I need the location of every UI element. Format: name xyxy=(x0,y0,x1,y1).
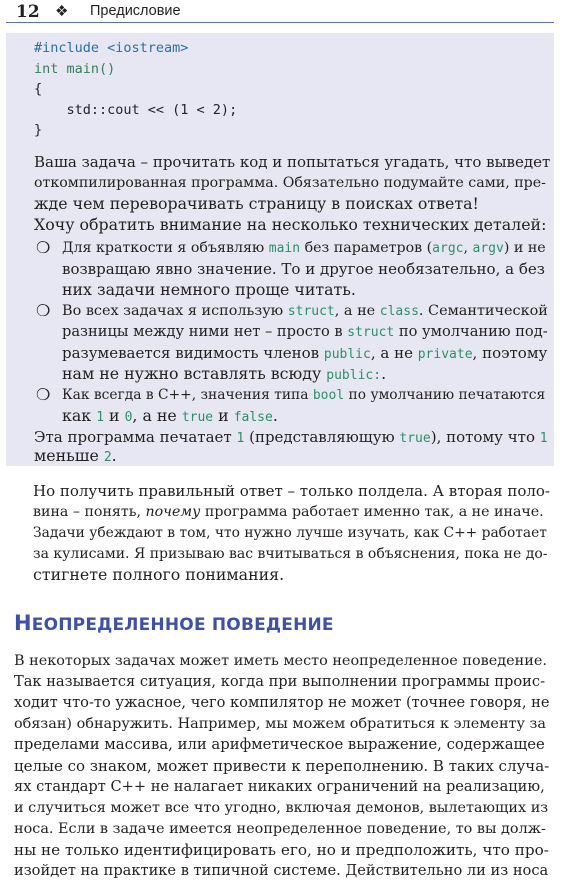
code-block xyxy=(34,38,237,141)
body-line: изойдет на практике в типичной системе. Действительно ли из носа xyxy=(14,862,549,879)
body-line: за кулисами. Я призываю вас вчитываться в объяснения, пока не до- xyxy=(33,546,548,562)
code-line: } xyxy=(34,122,43,138)
page-header xyxy=(6,0,554,23)
bullet-line: разницы между ними нет – просто в struct по умолчанию под- xyxy=(62,323,548,340)
task-line: Хочу обратить внимание на несколько технических деталей: xyxy=(34,215,547,234)
body-line: обязан) обнаружить. Например, мы можем обратиться к элементу за xyxy=(14,716,546,732)
code-line: #include <iostream> xyxy=(34,40,189,56)
puzzle-box xyxy=(6,33,554,466)
bullet-line: возвращаю явно значение. То и другое необязательно, а без xyxy=(62,260,545,278)
section-heading: НЕОПРЕДЕЛЕННОЕ ПОВЕДЕНИЕ xyxy=(14,611,334,635)
body-line: ях стандарт C++ не налагает никаких ограничений на реализацию, xyxy=(14,778,545,795)
answer-line: меньше 2. xyxy=(34,446,117,465)
bullet-icon: ❍ xyxy=(36,301,51,320)
code-line: std::cout << (1 < 2); xyxy=(34,101,238,118)
page-number: 12 xyxy=(16,2,40,22)
bullet-line: разумевается видимость членов public, а не private, поэтому xyxy=(62,344,548,362)
body-line: и случиться может все что угодно, включая демонов, вылетающих из xyxy=(14,800,549,816)
running-title: Предисловие xyxy=(90,3,181,19)
answer-line: Эта программа печатает 1 (представляющую true), потому что 1 xyxy=(34,428,548,446)
task-line: Ваша задача – прочитать код и попытаться угадать, что выведет xyxy=(34,153,551,171)
body-line: пределами массива, или арифметическое выражение, содержащее xyxy=(14,736,545,753)
bullet-line: нам не нужно вставлять всюду public:. xyxy=(62,364,387,383)
bullet-icon: ❍ xyxy=(36,385,51,404)
body-line: носа. Если в задаче имеется неопределенное поведение, то вы долж- xyxy=(14,821,546,837)
body-line: Так называется ситуация, когда при выполнении программы проис- xyxy=(14,673,545,690)
bullet-line: Как всегда в C++, значения типа bool по умолчанию печатаются xyxy=(62,387,546,403)
body-line: Задачи убеждают в том, что нужно лучше изучать, как C++ работает xyxy=(33,525,547,541)
body-line: Но получить правильный ответ – только полдела. А вторая поло- xyxy=(33,482,550,500)
ornament-icon: ❖ xyxy=(55,2,69,20)
code-line: { xyxy=(34,81,43,97)
body-line: ны не только идентифицировать его, но и предположить, что про- xyxy=(14,841,549,859)
task-line: жде чем переворачивать страницу в поисках ответа! xyxy=(34,194,479,213)
bullet-line: как 1 и 0, а не true и false. xyxy=(62,406,278,425)
code-line: int main() xyxy=(34,60,116,77)
body-line: стигнете полного понимания. xyxy=(33,565,285,584)
body-line: вина – понять, почему программа работает именно так, а не иначе. xyxy=(33,504,544,520)
task-line: откомпилированная программа. Обязательно подумайте сами, пре- xyxy=(34,175,546,191)
bullet-line: них задачи немного проще читать. xyxy=(62,280,356,299)
body-line: целые со знаком, может привести к переполнению. В таких случа- xyxy=(14,757,550,775)
bullet-line: Во всех задачах я использую struct, а не class. Семантической xyxy=(62,303,548,319)
bullet-line: Для краткости я объявляю main без параметров (argc, argv) и не xyxy=(62,240,546,256)
body-line: ходит что-то ужасное, чего компилятор не может (точнее говоря, не xyxy=(14,694,550,711)
body-line: В некоторых задачах может иметь место неопределенное поведение. xyxy=(14,653,547,669)
bullet-icon: ❍ xyxy=(36,238,51,257)
